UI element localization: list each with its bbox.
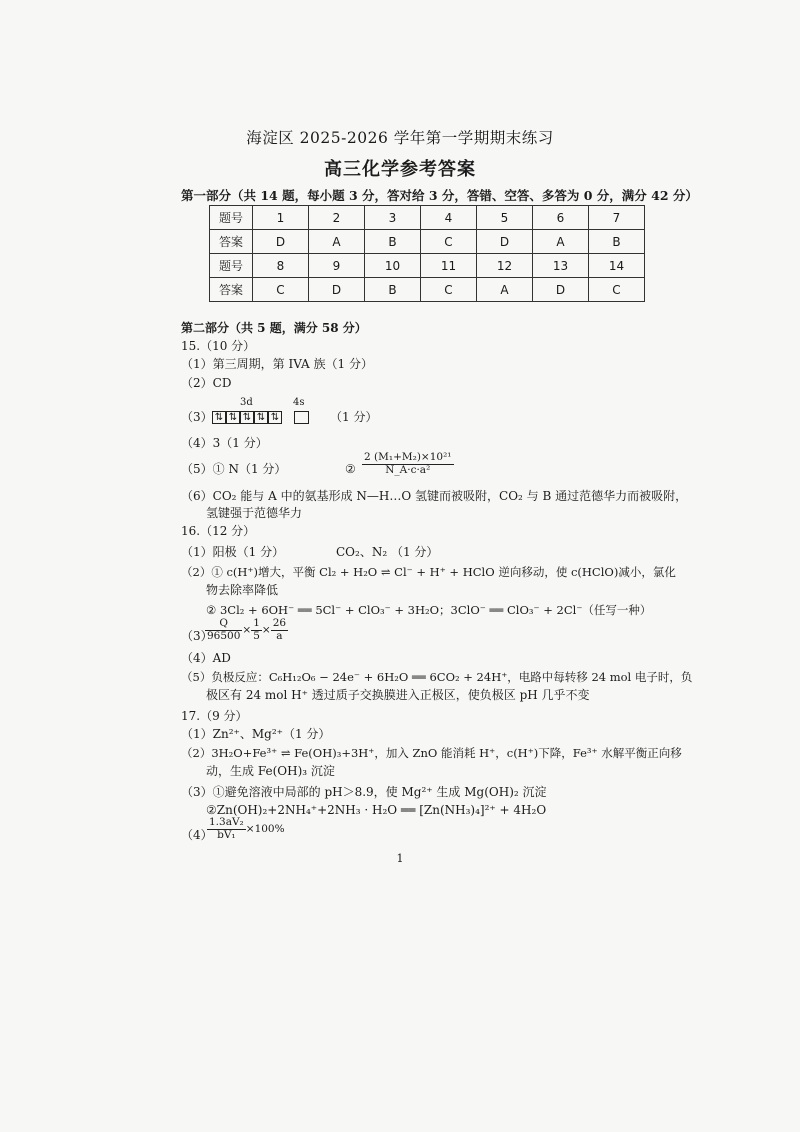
exam-title: 海淀区 2025-2026 学年第一学期期末练习 bbox=[246, 129, 554, 147]
times-sign: × bbox=[261, 624, 271, 637]
q15-answer-6a: （6）CO₂ 能与 A 中的氨基形成 N—H…O 氢键而被吸附，CO₂ 与 B 通过范德华力而被吸附， bbox=[181, 489, 688, 503]
fraction-numerator: Q bbox=[205, 618, 242, 631]
table-cell: 11 bbox=[421, 254, 477, 278]
q15-answer-3-score: （1 分） bbox=[330, 410, 378, 424]
table-row-answers-1 bbox=[210, 230, 645, 254]
table-header-cell: 题号 bbox=[210, 254, 253, 278]
table-cell: 2 bbox=[309, 206, 365, 230]
q16-answer-3-prefix: （3） bbox=[181, 629, 213, 643]
orbital-box-3d: ⇅ bbox=[226, 411, 240, 424]
table-row-answers-2 bbox=[210, 278, 645, 302]
table-header-cell: 题号 bbox=[210, 206, 253, 230]
orbital-box-3d: ⇅ bbox=[212, 411, 226, 424]
table-cell: 12 bbox=[477, 254, 533, 278]
fraction-denominator: 96500 bbox=[207, 629, 241, 642]
orbital-box-4s-empty bbox=[294, 411, 309, 424]
fraction-numerator: 2 (M₁+M₂)×10²¹ bbox=[364, 451, 452, 463]
fraction-numerator: 26 bbox=[272, 617, 287, 629]
q16-answer-2b: 物去除率降低 bbox=[206, 583, 279, 597]
table-cell: B bbox=[365, 278, 421, 302]
table-cell: B bbox=[365, 230, 421, 254]
q16-answer-5b: 极区有 24 mol H⁺ 透过质子交换膜进入正极区，使负极区 pH 几乎不变 bbox=[206, 688, 590, 702]
q15-answer-5b-prefix: ② bbox=[345, 462, 356, 476]
fraction-denominator: N_A·c·a² bbox=[385, 463, 431, 476]
table-cell: D bbox=[477, 230, 533, 254]
table-row-question-numbers-2 bbox=[210, 254, 645, 278]
orbital-box-3d: ⇅ bbox=[254, 411, 268, 424]
table-cell: B bbox=[589, 230, 645, 254]
part2-heading: 第二部分（共 5 题，满分 58 分） bbox=[181, 321, 367, 335]
table-cell: D bbox=[253, 230, 309, 254]
fraction-denominator: 5 bbox=[253, 629, 260, 642]
table-cell: 3 bbox=[365, 206, 421, 230]
table-row-question-numbers-1 bbox=[210, 206, 645, 230]
q17-title: 17.（9 分） bbox=[181, 709, 248, 723]
q16-answer-2c: ② 3Cl₂ + 6OH⁻ ══ 5Cl⁻ + ClO₃⁻ + 3H₂O；3ClO⁻ ══ ClO₃⁻ + 2Cl⁻（任写一种） bbox=[206, 603, 652, 617]
q17-answer-1: （1）Zn²⁺、Mg²⁺（1 分） bbox=[181, 727, 331, 741]
q17-answer-4-expression bbox=[207, 817, 285, 841]
times-sign: × bbox=[242, 624, 252, 637]
table-cell: A bbox=[533, 230, 589, 254]
q15-answer-5a: （5）① N（1 分） bbox=[181, 462, 287, 476]
fraction-numerator: 1 bbox=[253, 617, 260, 629]
percent-suffix: ×100% bbox=[245, 823, 285, 836]
q15-answer-6b: 氢键强于范德华力 bbox=[206, 506, 303, 520]
table-cell: A bbox=[477, 278, 533, 302]
q15-title: 15.（10 分） bbox=[181, 339, 256, 353]
table-cell: 7 bbox=[589, 206, 645, 230]
table-cell: 8 bbox=[253, 254, 309, 278]
q16-answer-1a: （1）阳极（1 分） bbox=[181, 545, 285, 559]
q16-answer-1b: CO₂、N₂ （1 分） bbox=[336, 545, 439, 559]
q15-answer-1: （1）第三周期，第 IVA 族（1 分） bbox=[181, 357, 373, 371]
orbital-box-3d: ⇅ bbox=[268, 411, 282, 424]
q15-fraction bbox=[362, 452, 454, 476]
orbital-label-3d: 3d bbox=[240, 397, 253, 408]
q15-answer-4: （4）3（1 分） bbox=[181, 436, 268, 450]
q16-answer-4: （4）AD bbox=[181, 651, 231, 665]
fraction-denominator: bV₁ bbox=[217, 828, 236, 841]
table-cell: C bbox=[253, 278, 309, 302]
table-cell: 14 bbox=[589, 254, 645, 278]
q17-answer-2a: （2）3H₂O+Fe³⁺ ⇌ Fe(OH)₃+3H⁺，加入 ZnO 能消耗 H⁺，c(H⁺)下降，Fe³⁺ 水解平衡正向移 bbox=[181, 746, 682, 760]
table-cell: 1 bbox=[253, 206, 309, 230]
table-cell: 6 bbox=[533, 206, 589, 230]
q17-answer-3b: ②Zn(OH)₂+2NH₄⁺+2NH₃ · H₂O ══ [Zn(NH₃)₄]²⁺ + 4H₂O bbox=[206, 803, 547, 817]
fraction-numerator: 1.3aV₂ bbox=[209, 816, 244, 828]
table-cell: 10 bbox=[365, 254, 421, 278]
q16-title: 16.（12 分） bbox=[181, 524, 256, 538]
q17-answer-3a: （3）①避免溶液中局部的 pH＞8.9，使 Mg²⁺ 生成 Mg(OH)₂ 沉淀 bbox=[181, 785, 547, 799]
q17-answer-2b: 动，生成 Fe(OH)₃ 沉淀 bbox=[206, 764, 335, 778]
table-cell: A bbox=[309, 230, 365, 254]
table-header-cell: 答案 bbox=[210, 230, 253, 254]
table-cell: 5 bbox=[477, 206, 533, 230]
q15-answer-2: （2）CD bbox=[181, 376, 232, 390]
answer-table bbox=[209, 205, 645, 302]
table-cell: 13 bbox=[533, 254, 589, 278]
fraction-denominator: a bbox=[276, 629, 283, 642]
table-cell: 4 bbox=[421, 206, 477, 230]
q16-answer-2a: （2）① c(H⁺)增大，平衡 Cl₂ + H₂O ⇌ Cl⁻ + H⁺ + HClO 逆向移动，使 c(HClO)减小，氯化 bbox=[181, 565, 676, 579]
table-cell: C bbox=[589, 278, 645, 302]
orbital-box-3d: ⇅ bbox=[240, 411, 254, 424]
table-cell: C bbox=[421, 278, 477, 302]
q16-answer-5a: （5）负极反应：C₆H₁₂O₆ − 24e⁻ + 6H₂O ══ 6CO₂ + 24H⁺，电路中每转移 24 mol 电子时，负 bbox=[181, 670, 693, 684]
part1-heading: 第一部分（共 14 题，每小题 3 分，答对给 3 分，答错、空答、多答为 0 分，满分 42 分） bbox=[181, 188, 698, 203]
q16-answer-3-expression bbox=[205, 618, 288, 642]
table-cell: C bbox=[421, 230, 477, 254]
table-cell: D bbox=[309, 278, 365, 302]
orbital-diagram bbox=[212, 411, 322, 425]
exam-subtitle: 高三化学参考答案 bbox=[324, 159, 476, 180]
table-header-cell: 答案 bbox=[210, 278, 253, 302]
table-cell: 9 bbox=[309, 254, 365, 278]
orbital-label-4s: 4s bbox=[293, 397, 305, 408]
q17-answer-4-prefix: （4） bbox=[181, 828, 213, 842]
page-number: 1 bbox=[396, 852, 404, 865]
q15-answer-3-prefix: （3） bbox=[181, 410, 213, 424]
table-cell: D bbox=[533, 278, 589, 302]
